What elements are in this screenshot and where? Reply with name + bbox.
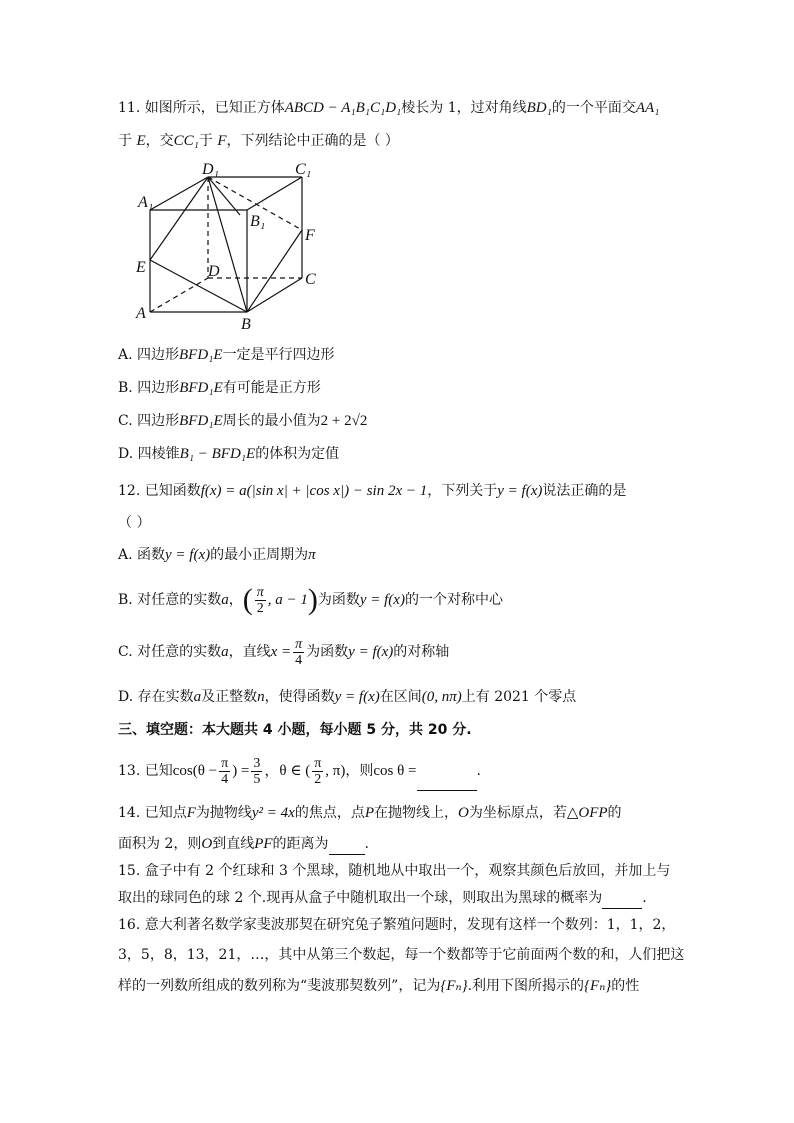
- option-text: 对任意的实数: [137, 592, 222, 608]
- var-p: P: [364, 805, 374, 821]
- option-text: ，直线: [228, 644, 271, 660]
- q11-edge-cc1: CC₁: [173, 133, 199, 149]
- q16-line3: [118, 976, 639, 996]
- option-expr: B₁ − BFD₁E: [179, 446, 256, 462]
- option-letter: B.: [118, 380, 133, 396]
- q14-text: 的: [607, 805, 622, 821]
- option-text: 一定是平行四边形: [222, 347, 335, 363]
- q13-expr: ) =: [232, 763, 250, 779]
- option-expr: y = f(x): [165, 547, 211, 563]
- frac-num: π: [256, 584, 264, 600]
- label-b1: B₁: [250, 213, 266, 230]
- option-text: 的一个对称中心: [404, 592, 503, 608]
- var-pf: PF: [254, 836, 273, 852]
- option-expr: y = f(x): [359, 592, 405, 608]
- segment-b-f: [247, 230, 302, 312]
- answer-blank[interactable]: [602, 888, 642, 909]
- option-expr: BFD₁E: [179, 347, 223, 363]
- option-value: 2 + 2√2: [320, 413, 368, 429]
- q14-text: 的距离为: [272, 836, 329, 852]
- q14-text: 为坐标原点，若: [468, 805, 567, 821]
- q16-text: 的性: [611, 978, 640, 994]
- var-o: O: [458, 805, 469, 821]
- q11-diagonal: BD₁: [526, 100, 552, 116]
- frac-num: 3: [253, 755, 261, 771]
- edge-a1-d1: [150, 177, 208, 210]
- section-3-title: 三、填空题：本大题共 4 小题，每小题 5 分，共 20 分.: [118, 722, 472, 738]
- q12-stem: [118, 481, 626, 501]
- q12-text: ，下列关于: [427, 483, 498, 499]
- label-c1: C₁: [295, 161, 312, 178]
- q14-text: 已知点: [144, 805, 187, 821]
- q15-line1: 15. 盒子中有 2 个红球和 3 个黑球，随机地从中取出一个，观察其颜色后放回，并加上与: [118, 863, 671, 879]
- option-text: 的体积为定值: [255, 446, 340, 462]
- answer-blank[interactable]: [329, 834, 365, 855]
- label-d: D: [208, 263, 220, 280]
- option-letter: D.: [118, 689, 134, 705]
- q13-expr: ，θ ∈ (: [264, 763, 311, 779]
- q11-option-b: [118, 378, 321, 398]
- q15-text: .: [642, 890, 647, 906]
- q13-number: 13.: [118, 763, 141, 779]
- option-text: 存在实数: [137, 689, 194, 705]
- option-letter: C.: [118, 413, 133, 429]
- frac-num: π: [221, 755, 229, 771]
- var-a: a: [221, 644, 229, 660]
- q12-option-d: [118, 687, 576, 707]
- label-a: A: [136, 305, 146, 322]
- q12-expr: y = f(x): [497, 483, 543, 499]
- fraction: [312, 756, 323, 787]
- q11-text: 棱长为 1，过对角线: [401, 100, 527, 116]
- q12-function: f(x) = a(|sin x| + |cos x|) − sin 2x − 1: [200, 483, 428, 499]
- label-c: C: [305, 271, 316, 288]
- option-text: 的最小正周期为: [210, 547, 309, 563]
- option-text: 为函数: [306, 644, 349, 660]
- option-text: 上有 2021 个零点: [461, 689, 577, 705]
- option-letter: A.: [118, 347, 133, 363]
- frac-den: 4: [295, 652, 303, 668]
- q14-text: 到直线: [212, 836, 255, 852]
- label-d1: D₁: [202, 161, 220, 178]
- q11-text: ，下列结论中正确的是（ ）: [226, 133, 399, 149]
- q14-text: .: [364, 836, 369, 852]
- q13-text: .: [476, 763, 481, 779]
- q11-point-f: F: [217, 133, 227, 149]
- frac-num: π: [295, 636, 303, 652]
- option-text: 四边形: [137, 347, 180, 363]
- fraction-pi-4: [293, 637, 304, 668]
- option-text: 函数: [137, 547, 166, 563]
- option-text: 四边形: [137, 413, 180, 429]
- option-letter: B.: [118, 592, 133, 608]
- q12-number: 12.: [118, 483, 141, 499]
- q16-line2: 3，5，8，13，21，…，其中从第三个数起，每一个数都等于它前面两个数的和，人们把这: [118, 947, 685, 963]
- segment-e-d1: [150, 177, 208, 260]
- label-e: E: [136, 259, 146, 276]
- q16-text: .利用下图所揭示的: [467, 978, 585, 994]
- q16-line1: 16. 意大利著名数学家斐波那契在研究兔子繁殖问题时，发现有这样一个数列：1，1，2，: [118, 917, 676, 933]
- segment-d1-b: [208, 177, 247, 312]
- q12-option-b: [118, 580, 503, 620]
- option-value: π: [308, 547, 316, 563]
- segment-e-b: [150, 260, 247, 312]
- q11-option-c: [118, 411, 367, 431]
- q14-line1: [118, 803, 622, 823]
- q14-line2: [118, 834, 369, 855]
- fraction-pi-2: [255, 585, 266, 616]
- q13-expr: cos(θ −: [172, 763, 218, 779]
- fraction: [219, 756, 230, 787]
- q14-text: 面积为 2，则: [118, 836, 202, 852]
- q16-sequence: {Fₙ}: [584, 978, 612, 994]
- frac-den: 4: [221, 771, 229, 787]
- option-text: 有可能是正方形: [222, 380, 321, 396]
- frac-den: 2: [256, 600, 264, 616]
- option-text: ，: [228, 592, 243, 608]
- option-expr: , a − 1: [267, 592, 308, 608]
- option-text: 四边形: [137, 380, 180, 396]
- option-text: 四棱锥: [137, 446, 180, 462]
- option-expr: BFD₁E: [179, 380, 223, 396]
- q14-text: 在抛物线上，: [374, 805, 458, 821]
- option-expr: x =: [270, 644, 292, 660]
- q11-line1: [118, 98, 659, 118]
- q16-sequence: {Fₙ}: [440, 978, 468, 994]
- option-text: 周长的最小值为: [222, 413, 321, 429]
- option-text: ，使得函数: [264, 689, 335, 705]
- q12-text: 说法正确的是: [542, 483, 627, 499]
- frac-num: π: [314, 755, 322, 771]
- frac-den: 2: [314, 771, 322, 787]
- q13-expr: , π): [325, 763, 346, 779]
- paren-left: (: [242, 583, 253, 616]
- option-expr: BFD₁E: [179, 413, 223, 429]
- var-n: n: [257, 689, 265, 705]
- q11-option-a: [118, 345, 335, 365]
- q11-text: 于: [118, 133, 132, 149]
- edge-b1-c1: [247, 177, 302, 210]
- q13: [118, 752, 481, 791]
- q12-option-c: [118, 632, 449, 672]
- q14-parabola: y² = 4x: [251, 805, 295, 821]
- q11-point-e: E: [136, 133, 146, 149]
- q11-option-d: [118, 444, 339, 464]
- frac-den: 5: [253, 771, 261, 787]
- q11-text: 于: [198, 133, 213, 149]
- q14-triangle: △OFP: [566, 805, 608, 821]
- q14-text: 为抛物线: [195, 805, 252, 821]
- q12-option-a: [118, 545, 316, 565]
- q11-cube-name: ABCD − A₁B₁C₁D₁: [284, 100, 402, 116]
- q12-paren: （ ）: [118, 515, 151, 531]
- q13-text: 已知: [144, 763, 173, 779]
- q15-line2: [118, 888, 647, 909]
- q11-text: 的一个平面交: [551, 100, 636, 116]
- segment-d1-b1: [208, 177, 240, 215]
- option-letter: C.: [118, 644, 133, 660]
- q16-text: 样的一列数所组成的数列称为“斐波那契数列”，记为: [118, 978, 441, 994]
- q12-text: 已知函数: [144, 483, 201, 499]
- answer-blank[interactable]: [417, 752, 477, 791]
- option-text: 的对称轴: [393, 644, 450, 660]
- cube-figure: [130, 160, 330, 335]
- var-f: F: [186, 805, 196, 821]
- option-letter: D.: [118, 446, 134, 462]
- option-expr: y = f(x): [334, 689, 380, 705]
- q13-text: ，则: [345, 763, 374, 779]
- paren-right: ): [307, 583, 318, 616]
- label-a1: A₁: [138, 194, 154, 211]
- label-f: F: [305, 227, 315, 244]
- hidden-edge-a-d: [150, 278, 208, 312]
- q11-edge: AA₁: [635, 100, 660, 116]
- q11-text: 如图所示，已知正方体: [144, 100, 285, 116]
- label-b: B: [241, 316, 251, 333]
- q14-text: 的焦点，点: [294, 805, 365, 821]
- option-text: 对任意的实数: [137, 644, 222, 660]
- option-text: 在区间: [379, 689, 422, 705]
- option-text: 为函数: [317, 592, 360, 608]
- var-a: a: [193, 689, 202, 705]
- edge-b-c: [247, 278, 302, 312]
- option-text: 及正整数: [201, 689, 258, 705]
- q11-text: ，交: [145, 133, 174, 149]
- option-interval: (0, nπ): [421, 689, 462, 705]
- var-o: O: [201, 836, 213, 852]
- q13-expr: cos θ =: [373, 763, 417, 779]
- option-expr: y = f(x): [348, 644, 394, 660]
- option-letter: A.: [118, 547, 133, 563]
- fraction: [251, 756, 262, 787]
- q15-text: 取出的球同色的球 2 个.现再从盒子中随机取出一个球，则取出为黑球的概率为: [118, 890, 603, 906]
- var-a: a: [221, 592, 229, 608]
- q11-number: 11.: [118, 100, 141, 116]
- q11-line2: [118, 131, 399, 151]
- q14-number: 14.: [118, 805, 141, 821]
